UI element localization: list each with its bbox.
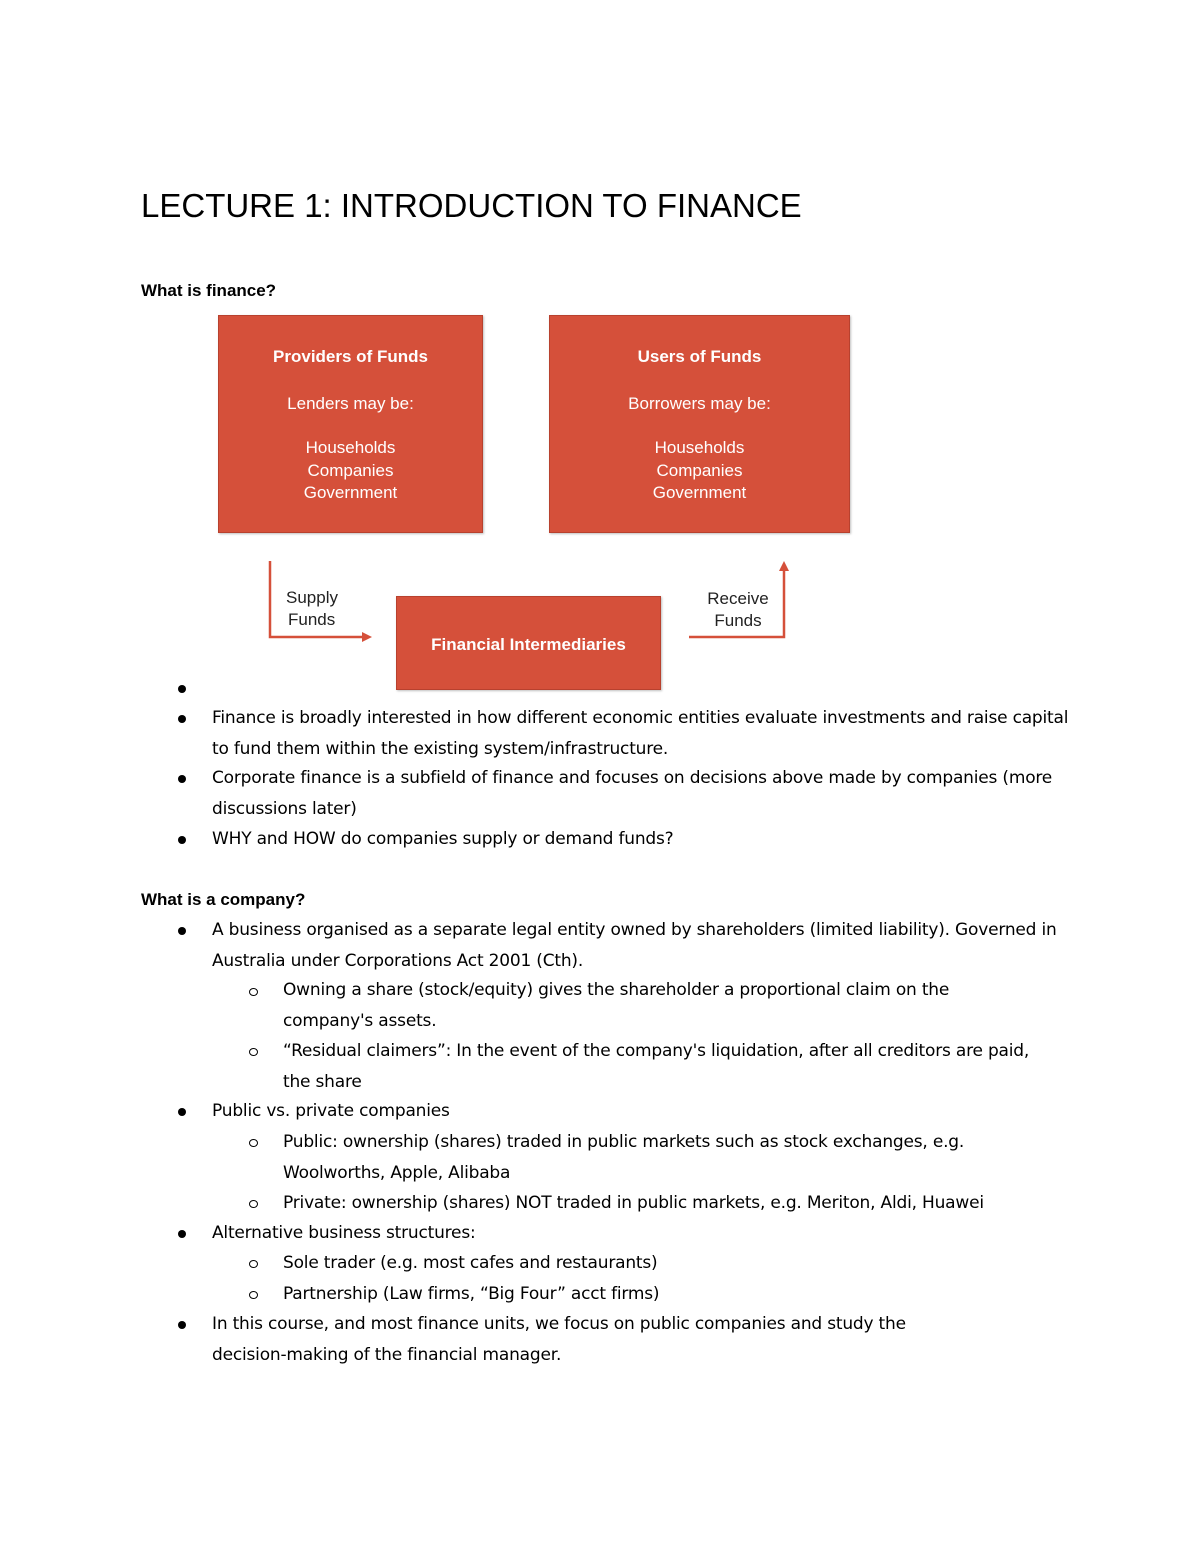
- list-item: Finance is broadly interested in how different economic entities evaluate investments and raise capital to fund them within the existing system/infrastructure.: [212, 708, 1069, 759]
- providers-list: [219, 437, 482, 505]
- users-item: Government: [652, 483, 747, 502]
- list-item: In this course, and most finance units, we focus on public companies and study the decision-making of the financial manager.: [212, 1314, 906, 1365]
- financial-intermediaries-box: [396, 596, 661, 690]
- document-title: LECTURE 1: INTRODUCTION TO FINANCE: [141, 187, 802, 224]
- bullet-dot: [178, 927, 186, 935]
- bullet-dot: [178, 1230, 186, 1238]
- section-heading-company: What is a company?: [141, 890, 306, 909]
- sub-bullet-circle: [249, 988, 258, 996]
- providers-item: Households: [305, 438, 396, 457]
- users-title: Users of Funds: [637, 347, 762, 366]
- receive-funds-label: [704, 588, 772, 632]
- list-item: Corporate finance is a subfield of finance and focuses on decisions above made by companies (more discussions later): [212, 768, 1053, 819]
- providers-title: Providers of Funds: [273, 347, 428, 366]
- receive-label-line: Receive: [707, 589, 769, 608]
- sub-list-item: Owning a share (stock/equity) gives the shareholder a proportional claim on the company's assets.: [283, 980, 950, 1031]
- bullet-dot: [178, 1321, 186, 1329]
- users-item: Companies: [656, 460, 743, 480]
- receive-label-line: Funds: [714, 611, 762, 630]
- list-item: A business organised as a separate legal entity owned by shareholders (limited liability). Governed in Australia under Corporations Act 2001 (Cth).: [212, 920, 1057, 971]
- bullet-dot: [178, 685, 186, 693]
- bullet-dot: [178, 715, 186, 723]
- sub-list-item: Public: ownership (shares) traded in public markets such as stock exchanges, e.g. Woolworths, Apple, Alibaba: [283, 1132, 965, 1183]
- sub-bullet-circle: [249, 1260, 258, 1268]
- providers-item: Government: [303, 483, 398, 502]
- list-item: Alternative business structures:: [212, 1223, 476, 1243]
- sub-list-item: Sole trader (e.g. most cafes and restaurants): [283, 1253, 658, 1273]
- list-item: Public vs. private companies: [212, 1101, 450, 1121]
- bullet-dot: [178, 1108, 186, 1116]
- supply-arrowhead: [362, 632, 372, 642]
- sub-list-item: Private: ownership (shares) NOT traded in public markets, e.g. Meriton, Aldi, Huawei: [283, 1193, 984, 1213]
- providers-item: Companies: [307, 460, 394, 480]
- users-subtitle: Borrowers may be:: [628, 394, 771, 413]
- bullet-dot: [178, 775, 186, 783]
- users-item: Households: [654, 438, 745, 457]
- supply-label-line: Funds: [288, 610, 336, 629]
- sub-bullet-circle: [249, 1291, 258, 1299]
- sub-list-item: “Residual claimers”: In the event of the company's liquidation, after all creditors are paid, the share: [283, 1041, 1030, 1092]
- users-of-funds-box: [549, 315, 850, 533]
- list-item: WHY and HOW do companies supply or demand funds?: [212, 829, 674, 849]
- bullet-dot: [178, 836, 186, 844]
- providers-of-funds-box: [218, 315, 483, 533]
- sub-bullet-circle: [249, 1139, 258, 1147]
- receive-arrowhead: [779, 561, 789, 571]
- providers-subtitle: Lenders may be:: [287, 394, 414, 413]
- supply-funds-label: [286, 587, 338, 631]
- sub-list-item: Partnership (Law firms, “Big Four” acct firms): [283, 1284, 660, 1304]
- section-heading-finance: What is finance?: [141, 281, 277, 300]
- users-list: [550, 437, 849, 505]
- sub-bullet-circle: [249, 1200, 258, 1208]
- intermediaries-title: Financial Intermediaries: [431, 635, 626, 654]
- supply-label-line: Supply: [286, 588, 338, 607]
- sub-bullet-circle: [249, 1048, 258, 1056]
